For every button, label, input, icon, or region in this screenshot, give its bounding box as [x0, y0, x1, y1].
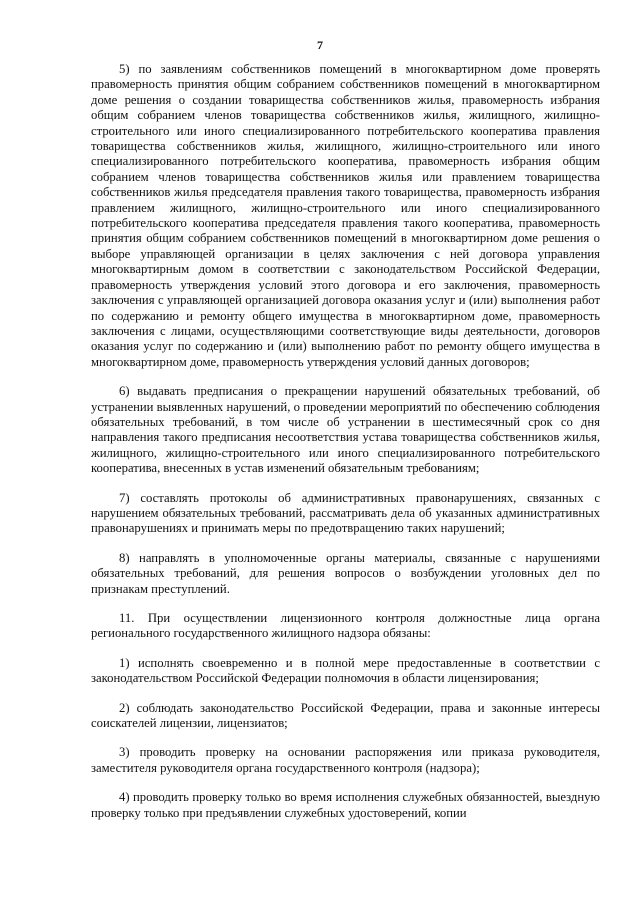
paragraph-8: 8) направлять в уполномоченные органы материалы, связанные с нарушениями обязательных требований, для решения вопросов о возбуждении уголовных дел по признакам преступлений. — [91, 550, 600, 596]
section-11-heading: 11. При осуществлении лицензионного контроля должностные лица органа регионального государственного жилищного надзора обязаны: — [91, 611, 600, 641]
document-body — [91, 62, 600, 821]
page-number: 7 — [317, 38, 323, 52]
section-11-item-3: 3) проводить проверку на основании распоряжения или приказа руководителя, заместителя руководителя органа государственного контроля (надзора); — [91, 745, 600, 775]
paragraph-7: 7) составлять протоколы об административных правонарушениях, связанных с нарушением обязательных требований, рассматривать дела об указанных административных правонарушениях и принимать меры по предотвращению таких нарушений; — [91, 490, 600, 536]
section-11-item-4: 4) проводить проверку только во время исполнения служебных обязанностей, выездную проверку только при предъявлении служебных удостоверений, копии — [91, 790, 600, 820]
paragraph-5: 5) по заявлениям собственников помещений в многоквартирном доме проверять правомерность принятия общим собранием собственников помещений в многоквартирном доме решения о создании товарищества собственников жилья, правомерность избрания общим собранием членов товарищества собственников жилья, жилищного, жилищно-строительного или иного специализированного потребительского кооператива правления товарищества собственников жилья, жилищного, жилищно-строительного или иного специализированного потребительского кооператива, правомерность избрания общим собранием членов товарищества собственников жилья или правлением товарищества собственников жилья председателя правления такого товарищества, правомерность избрания правлением жилищного, жилищно-строительного или иного специализированного потребительского кооператива председателя правления такого кооператива, правомерность принятия общим собранием собственников помещений в многоквартирном доме решения о выборе управляющей организации в целях заключения с ней договора управления многоквартирным домом в соответствии с законодательством Российской Федерации, правомерность утверждения условий этого договора и его заключения, правомерность заключения с управляющей организацией договора оказания услуг и (или) выполнения работ по содержанию и ремонту общего имущества в многоквартирном доме, правомерность заключения с лицами, осуществляющими соответствующие виды деятельности, договоров оказания услуг по содержанию и (или) выполнению работ по ремонту общего имущества в многоквартирном доме, правомерность утверждения условий данных договоров; — [91, 62, 600, 369]
section-11-item-2: 2) соблюдать законодательство Российской Федерации, права и законные интересы соискателей лицензии, лицензиатов; — [91, 700, 600, 731]
section-11-item-1: 1) исполнять своевременно и в полной мере предоставленные в соответствии с законодательством Российской Федерации полномочия в области лицензирования; — [91, 655, 600, 686]
paragraph-6: 6) выдавать предписания о прекращении нарушений обязательных требований, об устранении выявленных нарушений, о проведении мероприятий по обеспечению соблюдения обязательных требований, в том числе об устранении в шестимесячный срок со дня направления такого предписания несоответствия устава товарищества собственников жилья, жилищного, жилищно-строительного или иного специализированного потребительского кооператива, внесенных в устав изменений обязательным требованиям; — [91, 384, 600, 476]
